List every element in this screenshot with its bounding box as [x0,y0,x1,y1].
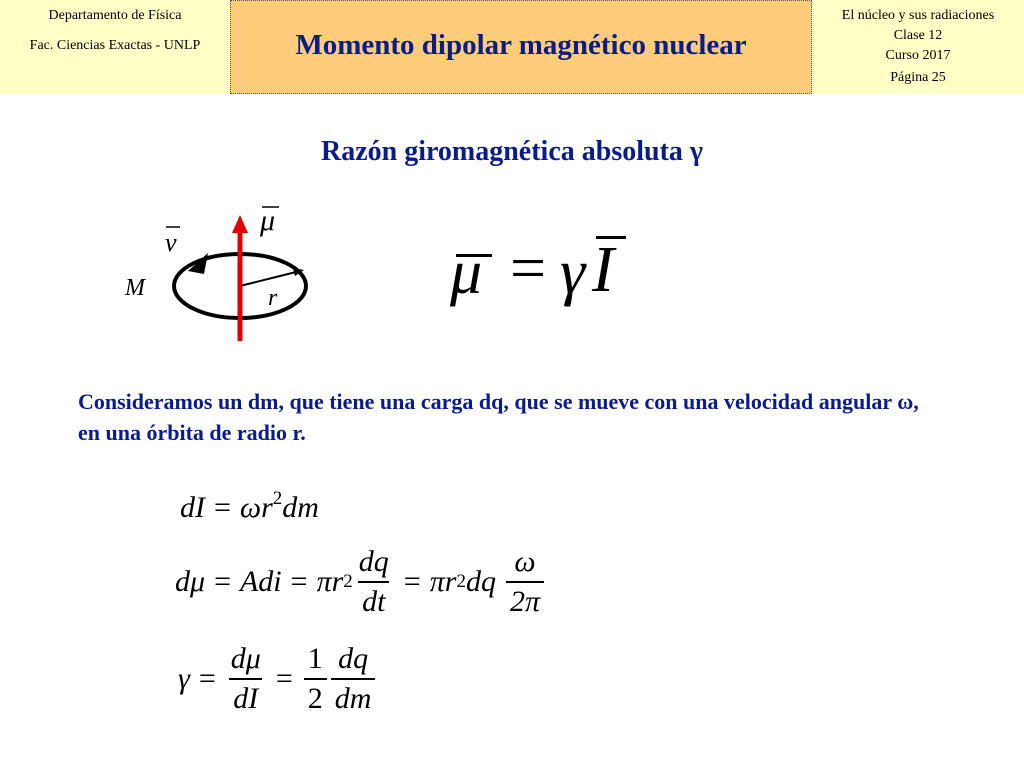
r-label: r [268,285,278,311]
eq3-f2-den: 2 [304,678,327,718]
eq2-f2-den: 2π [506,581,544,621]
m-label: M [125,275,145,301]
eq2-exponent-1: 2 [343,571,353,592]
eq2-fraction-omega [506,543,544,621]
page-number: Página 25 [890,70,946,85]
header-title-panel [230,0,812,94]
eq3-fraction-half [304,640,327,718]
eq1-lhs: dI [180,491,205,524]
v-label: v [165,228,177,257]
course-topic: El núcleo y sus radiaciones [841,8,995,23]
eq3-f1-den: dI [229,678,262,718]
eq3-f3-num: dq [338,642,369,675]
section-subtitle: Razón giromagnética absoluta γ [320,136,704,167]
eq2-f2-num: ω [514,545,536,578]
eq2-fraction-dqdt [355,543,393,621]
eq3-f3-den: dm [331,678,376,718]
eq2-pi-r: πr [316,565,344,598]
orbit-diagram [110,195,350,355]
radius-line [240,271,300,286]
header-right-panel [812,0,1024,94]
slide-title: Momento dipolar magnético nuclear [295,29,747,61]
main-eq-current: I [592,233,614,306]
equation-gamma: γ = $\frac{d\mu}{dI}$ = $\frac{1}{2}$ $\frac{dq}{dm}$ [178,640,377,718]
faculty-label: Fac. Ciencias Exactas - UNLP [29,38,201,53]
equation-dipole: dμ = Adi = πr 2 $\frac{dq}{dt}$ = πr 2 dq $\frac{\omega}{2\pi}$ [175,543,546,621]
header-left-panel [0,0,230,94]
department-label: Departamento de Física [48,8,182,23]
class-number: Clase 12 [893,28,943,43]
eq3-f2-num: 1 [307,642,323,675]
main-equation [450,222,630,322]
mu-label: μ [260,204,276,237]
eq1-exponent: 2 [272,488,283,509]
eq3-fraction-dmu-di [227,640,265,718]
course-year: Curso 2017 [885,48,951,63]
eq1-omega-r: ωr [239,491,273,524]
eq3-f1-num: dμ [230,642,261,675]
main-eq-mu: μ [450,236,483,307]
main-eq-equals: = [510,232,547,303]
eq2-dq: dq [465,565,496,598]
magnetic-moment-arrow-head [232,215,248,233]
eq2-f1-num: dq [358,545,389,578]
eq3-lhs: γ [178,662,190,695]
eq3-fraction-dq-dm [331,640,376,718]
eq2-exponent-2: 2 [456,571,466,592]
eq2-f1-den: dt [358,581,389,621]
equation-current: dI = $\omega r^2dm$ [180,488,319,524]
eq2-lhs: dμ [175,565,206,598]
eq1-dm: dm [282,491,319,524]
main-eq-gamma: γ [560,236,586,307]
explanation-paragraph: Consideramos un dm, que tiene una carga dq, que se mueve con una velocidad angular ω, en una órbita de radio r. [78,389,919,445]
eq2-adi: Adi [239,565,282,598]
eq2-pi-r-2: πr [429,565,457,598]
